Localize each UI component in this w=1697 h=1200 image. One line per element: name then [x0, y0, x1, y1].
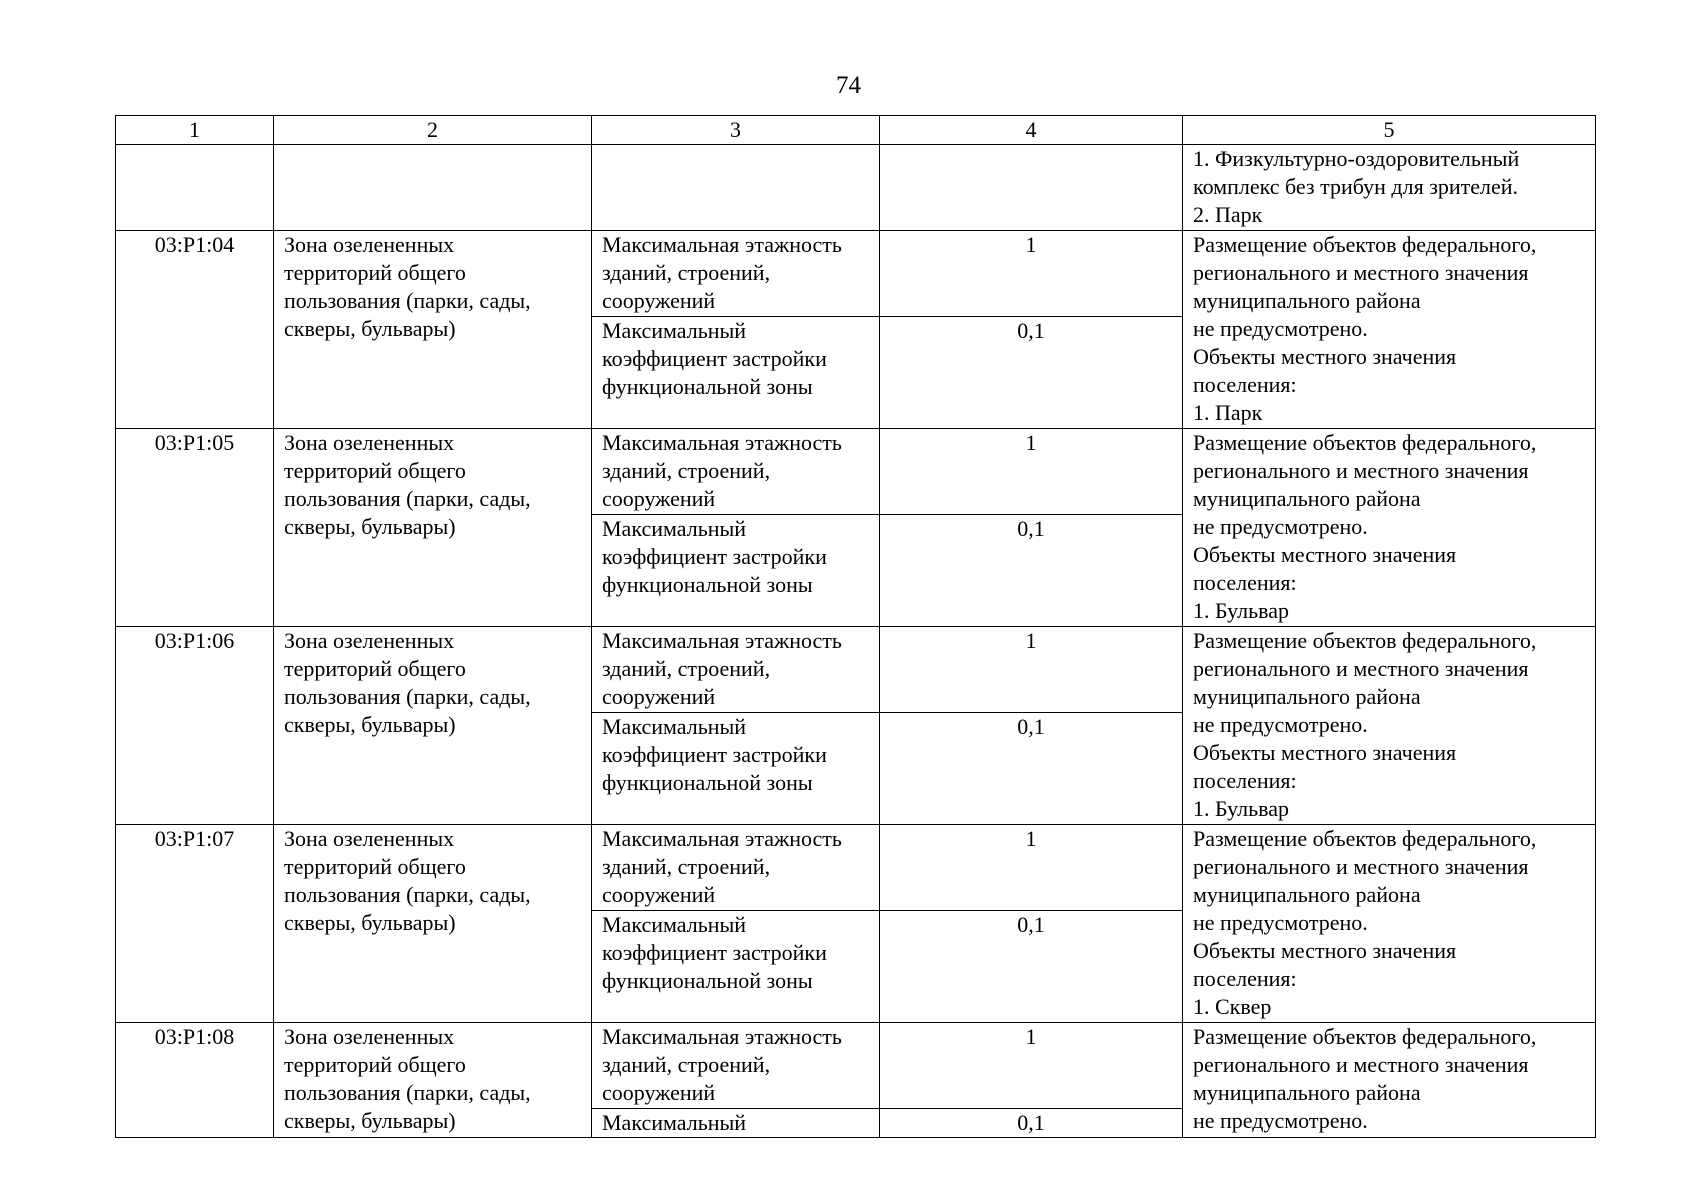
- text-line: функциональной зоны: [602, 968, 813, 993]
- text-line: сооружений: [602, 1080, 716, 1105]
- text-line: функциональной зоны: [602, 374, 813, 399]
- text-line: не предусмотрено.: [1193, 712, 1368, 737]
- text-line: регионального и местного значения: [1193, 656, 1529, 681]
- text-line: Объекты местного значения: [1193, 740, 1457, 765]
- text-line: Размещение объектов федерального,: [1193, 1024, 1537, 1049]
- zone-name: [274, 231, 592, 429]
- zone-notes: [1183, 825, 1596, 1023]
- text-line: Максимальный: [602, 912, 747, 937]
- text-line: регионального и местного значения: [1193, 458, 1529, 483]
- zone-notes: [1183, 627, 1596, 825]
- zone-row: [116, 1023, 1596, 1109]
- text-line: 1. Парк: [1193, 400, 1263, 425]
- zone-code: 03:Р1:05: [116, 429, 274, 627]
- zone-code: 03:Р1:07: [116, 825, 274, 1023]
- text-line: функциональной зоны: [602, 572, 813, 597]
- empty-cell: [274, 145, 592, 231]
- continuation-notes: [1183, 145, 1596, 231]
- value-floors: 1: [880, 825, 1183, 911]
- text-line: территорий общего: [284, 854, 466, 879]
- text-line: коэффициент застройки: [602, 742, 827, 767]
- parameter-coefficient: [592, 317, 880, 429]
- text-line: скверы, бульвары): [284, 514, 456, 539]
- zone-code: 03:Р1:08: [116, 1023, 274, 1138]
- text-line: Размещение объектов федерального,: [1193, 826, 1537, 851]
- parameter-floors: [592, 1023, 880, 1109]
- text-line: скверы, бульвары): [284, 316, 456, 341]
- text-line: зданий, строений,: [602, 458, 771, 483]
- text-line: муниципального района: [1193, 684, 1421, 709]
- empty-cell: [880, 145, 1183, 231]
- text-line: Объекты местного значения: [1193, 542, 1457, 567]
- text-line: Максимальная этажность: [602, 430, 842, 455]
- text-line: зданий, строений,: [602, 260, 771, 285]
- text-line: Размещение объектов федерального,: [1193, 232, 1537, 257]
- header-cell: 5: [1183, 116, 1596, 145]
- text-line: 1. Сквер: [1193, 994, 1272, 1019]
- page-number: 74: [836, 72, 861, 99]
- zone-notes: [1183, 231, 1596, 429]
- text-line: скверы, бульвары): [284, 1108, 456, 1133]
- parameter-coefficient: [592, 911, 880, 1023]
- value-floors: 1: [880, 1023, 1183, 1109]
- header-row: [116, 116, 1596, 145]
- text-line: Максимальный: [602, 516, 747, 541]
- value-coefficient: 0,1: [880, 1109, 1183, 1138]
- text-line: Зона озелененных: [284, 430, 455, 455]
- text-line: 1. Бульвар: [1193, 598, 1289, 623]
- zone-row: [116, 825, 1596, 911]
- value-coefficient: 0,1: [880, 713, 1183, 825]
- text-line: Объекты местного значения: [1193, 344, 1457, 369]
- text-line: коэффициент застройки: [602, 940, 827, 965]
- text-line: не предусмотрено.: [1193, 514, 1368, 539]
- text-line: не предусмотрено.: [1193, 316, 1368, 341]
- zone-name: [274, 1023, 592, 1138]
- value-floors: 1: [880, 231, 1183, 317]
- text-line: регионального и местного значения: [1193, 854, 1529, 879]
- text-line: муниципального района: [1193, 486, 1421, 511]
- value-coefficient: 0,1: [880, 911, 1183, 1023]
- text-line: Зона озелененных: [284, 628, 455, 653]
- zone-row: [116, 231, 1596, 317]
- text-line: зданий, строений,: [602, 656, 771, 681]
- empty-cell: [116, 145, 274, 231]
- text-line: скверы, бульвары): [284, 910, 456, 935]
- text-line: поселения:: [1193, 372, 1297, 397]
- parameter-floors: [592, 825, 880, 911]
- text-line: территорий общего: [284, 1052, 466, 1077]
- text-line: коэффициент застройки: [602, 346, 827, 371]
- empty-cell: [592, 145, 880, 231]
- text-line: Максимальная этажность: [602, 1024, 842, 1049]
- text-line: Максимальная этажность: [602, 232, 842, 257]
- text-line: пользования (парки, сады,: [284, 1080, 531, 1105]
- text-line: не предусмотрено.: [1193, 1108, 1368, 1133]
- zone-row: [116, 627, 1596, 713]
- text-line: Размещение объектов федерального,: [1193, 430, 1537, 455]
- text-line: Максимальный: [602, 714, 747, 739]
- text-line: Зона озелененных: [284, 1024, 455, 1049]
- text-line: поселения:: [1193, 768, 1297, 793]
- zone-name: [274, 627, 592, 825]
- parameter-floors: [592, 429, 880, 515]
- text-line: 2. Парк: [1193, 202, 1263, 227]
- text-line: Объекты местного значения: [1193, 938, 1457, 963]
- value-floors: 1: [880, 429, 1183, 515]
- text-line: пользования (парки, сады,: [284, 882, 531, 907]
- text-line: не предусмотрено.: [1193, 910, 1368, 935]
- header-cell: 3: [592, 116, 880, 145]
- text-line: пользования (парки, сады,: [284, 288, 531, 313]
- text-line: Размещение объектов федерального,: [1193, 628, 1537, 653]
- text-line: территорий общего: [284, 260, 466, 285]
- text-line: скверы, бульвары): [284, 712, 456, 737]
- zone-name: [274, 429, 592, 627]
- zone-name: [274, 825, 592, 1023]
- value-floors: 1: [880, 627, 1183, 713]
- text-line: зданий, строений,: [602, 1052, 771, 1077]
- text-line: комплекс без трибун для зрителей.: [1193, 174, 1519, 199]
- zone-code: 03:Р1:04: [116, 231, 274, 429]
- text-line: Максимальный: [602, 1110, 747, 1135]
- parameter-coefficient: [592, 515, 880, 627]
- value-coefficient: 0,1: [880, 317, 1183, 429]
- text-line: сооружений: [602, 288, 716, 313]
- text-line: функциональной зоны: [602, 770, 813, 795]
- text-line: пользования (парки, сады,: [284, 684, 531, 709]
- parameter-coefficient: [592, 1109, 880, 1138]
- text-line: муниципального района: [1193, 1080, 1421, 1105]
- text-line: регионального и местного значения: [1193, 1052, 1529, 1077]
- text-line: регионального и местного значения: [1193, 260, 1529, 285]
- text-line: муниципального района: [1193, 288, 1421, 313]
- text-line: Максимальная этажность: [602, 826, 842, 851]
- text-line: Максимальный: [602, 318, 747, 343]
- continuation-row: [116, 145, 1596, 231]
- text-line: сооружений: [602, 684, 716, 709]
- value-coefficient: 0,1: [880, 515, 1183, 627]
- text-line: Зона озелененных: [284, 826, 455, 851]
- text-line: территорий общего: [284, 458, 466, 483]
- parameter-floors: [592, 231, 880, 317]
- text-line: пользования (парки, сады,: [284, 486, 531, 511]
- text-line: сооружений: [602, 882, 716, 907]
- zone-code: 03:Р1:06: [116, 627, 274, 825]
- zone-notes: [1183, 1023, 1596, 1138]
- zone-notes: [1183, 429, 1596, 627]
- text-line: 1. Бульвар: [1193, 796, 1289, 821]
- text-line: Зона озелененных: [284, 232, 455, 257]
- text-line: муниципального района: [1193, 882, 1421, 907]
- parameter-coefficient: [592, 713, 880, 825]
- header-cell: 1: [116, 116, 274, 145]
- text-line: поселения:: [1193, 966, 1297, 991]
- zone-row: [116, 429, 1596, 515]
- text-line: коэффициент застройки: [602, 544, 827, 569]
- zones-table: [115, 115, 1596, 1138]
- text-line: 1. Физкультурно-оздоровительный: [1193, 146, 1520, 171]
- text-line: поселения:: [1193, 570, 1297, 595]
- header-cell: 2: [274, 116, 592, 145]
- text-line: территорий общего: [284, 656, 466, 681]
- header-cell: 4: [880, 116, 1183, 145]
- text-line: сооружений: [602, 486, 716, 511]
- text-line: зданий, строений,: [602, 854, 771, 879]
- parameter-floors: [592, 627, 880, 713]
- text-line: Максимальная этажность: [602, 628, 842, 653]
